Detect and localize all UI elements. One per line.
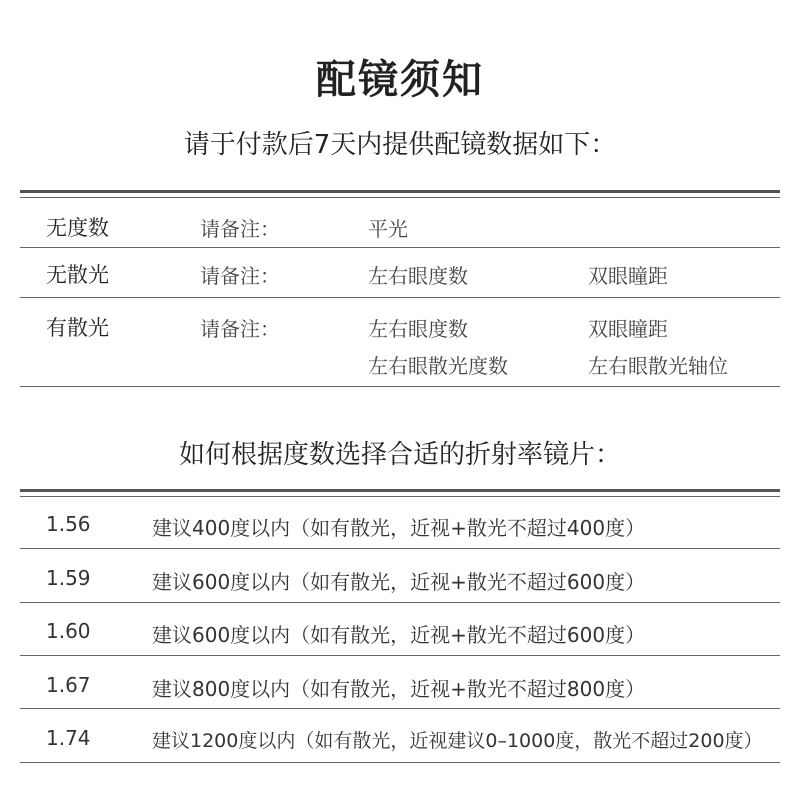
row-type-astigmatism: 有散光	[46, 316, 109, 340]
row-divider	[20, 602, 780, 603]
row-note-label: 请备注：	[200, 264, 280, 288]
index-recommendation: 建议600度以内（如有散光，近视+散光不超过600度）	[152, 623, 646, 647]
row-value: 左右眼散光度数	[368, 354, 508, 378]
section1-heading: 请于付款后7天内提供配镜数据如下：	[183, 130, 617, 160]
section1-bottom-rule	[20, 386, 780, 387]
row-type-no-power: 无度数	[46, 216, 109, 240]
row-divider	[20, 708, 780, 709]
row-note-label: 请备注：	[200, 317, 280, 341]
row-value: 双眼瞳距	[588, 264, 668, 288]
row-value: 左右眼散光轴位	[588, 354, 728, 378]
section1-top-rule-thin	[20, 197, 780, 198]
index-recommendation: 建议600度以内（如有散光，近视+散光不超过600度）	[152, 570, 646, 594]
row-divider	[20, 297, 780, 298]
section2-top-rule	[20, 489, 780, 492]
index-recommendation: 建议400度以内（如有散光，近视+散光不超过400度）	[152, 516, 646, 540]
row-value: 左右眼度数	[368, 317, 468, 341]
section2-top-rule-thin	[20, 496, 780, 497]
section1-top-rule	[20, 190, 780, 193]
row-type-no-astigmatism: 无散光	[46, 263, 109, 287]
index-value: 1.60	[46, 619, 91, 643]
index-recommendation: 建议800度以内（如有散光，近视+散光不超过800度）	[152, 677, 646, 701]
row-value: 双眼瞳距	[588, 317, 668, 341]
section2-bottom-rule	[20, 762, 780, 763]
row-divider	[20, 247, 780, 248]
row-divider	[20, 548, 780, 549]
index-recommendation: 建议1200度以内（如有散光，近视建议0–1000度，散光不超过200度）	[152, 730, 763, 752]
index-value: 1.59	[46, 566, 91, 590]
index-value: 1.67	[46, 673, 91, 697]
row-value: 平光	[368, 217, 408, 241]
row-value: 左右眼度数	[368, 264, 468, 288]
index-value: 1.74	[46, 726, 91, 750]
section2-heading: 如何根据度数选择合适的折射率镜片：	[178, 440, 621, 470]
index-value: 1.56	[46, 512, 91, 536]
row-note-label: 请备注：	[200, 217, 280, 241]
row-divider	[20, 655, 780, 656]
page-title: 配镜须知	[316, 57, 484, 103]
